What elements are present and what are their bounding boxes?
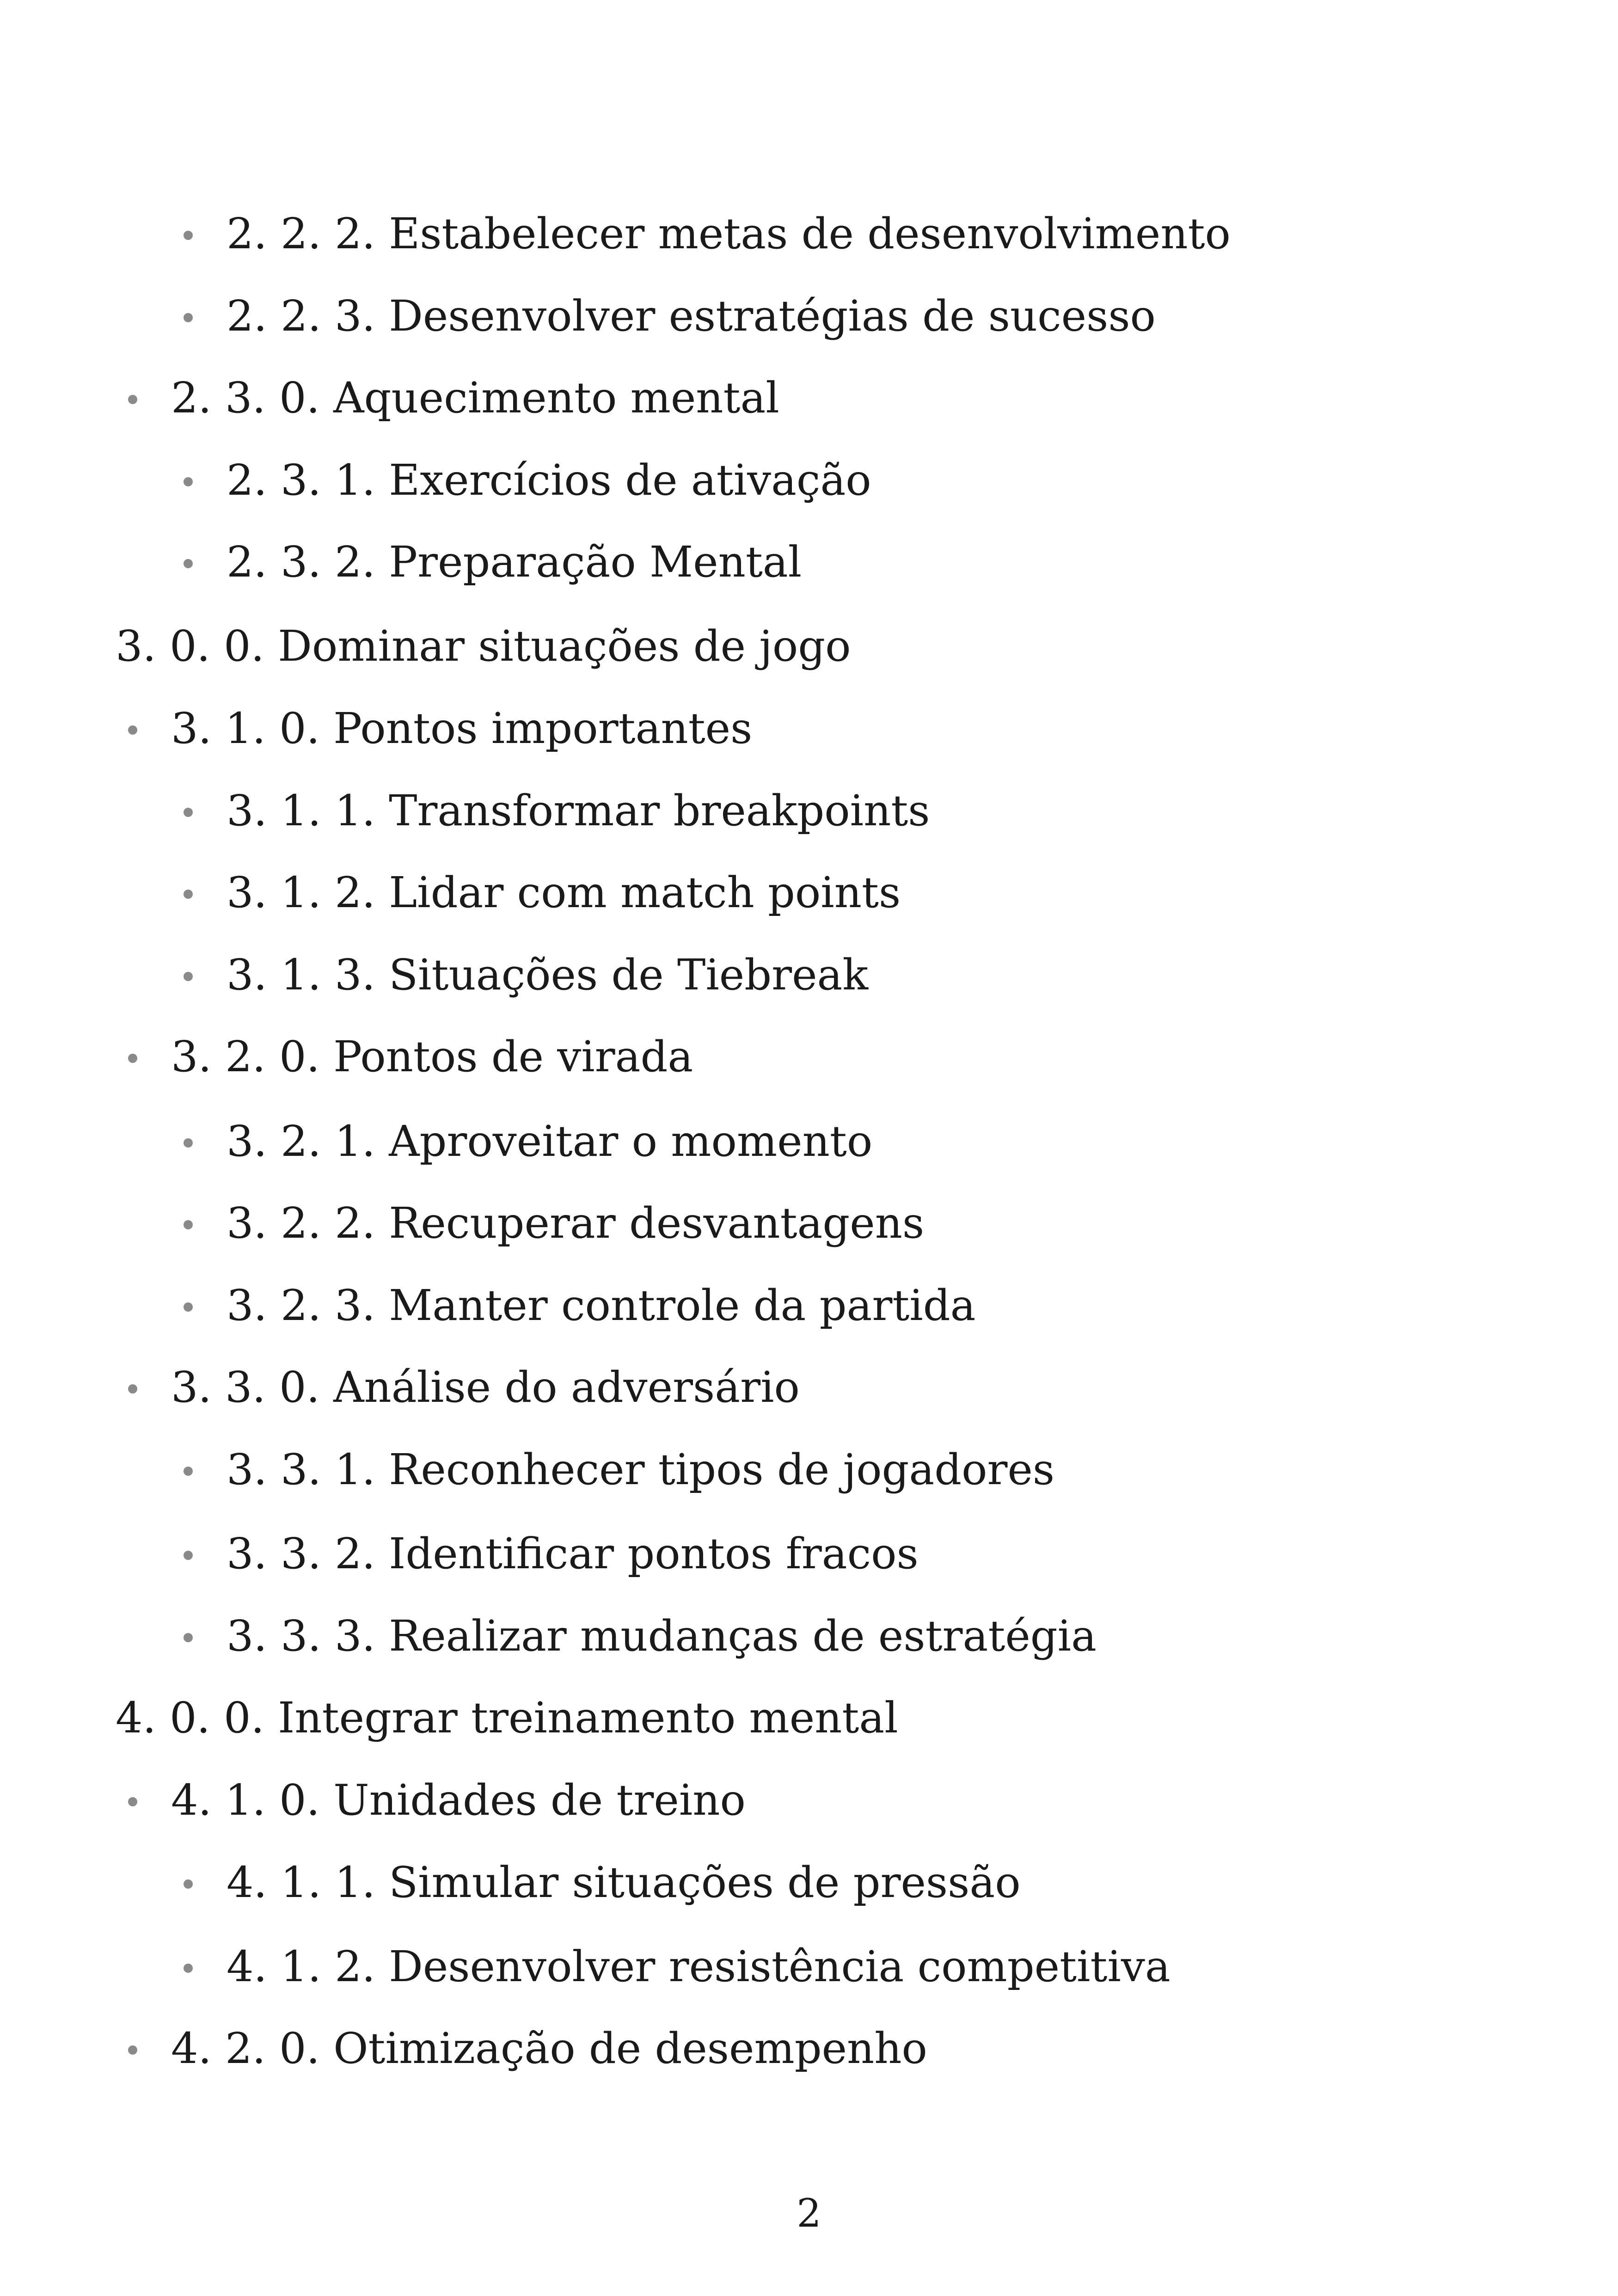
toc-entry: 3. 3. 3. Realizar mudanças de estratégia (227, 1611, 1097, 1661)
toc-entry: 2. 3. 1. Exercícios de ativação (227, 455, 871, 505)
toc-entry: 2. 2. 2. Estabelecer metas de desenvolvimento (227, 209, 1231, 258)
toc-entry: 3. 1. 0. Pontos importantes (171, 704, 753, 753)
toc-entry: 3. 1. 2. Lidar com match points (227, 868, 901, 917)
toc-entry: 2. 3. 0. Aquecimento mental (171, 373, 779, 423)
toc-entry: 3. 2. 1. Aproveitar o momento (227, 1117, 873, 1166)
toc-entry: 3. 3. 1. Reconhecer tipos de jogadores (227, 1445, 1055, 1494)
page-number: 2 (797, 2191, 821, 2236)
bullet-icon (184, 1964, 193, 1973)
toc-entry: 2. 3. 2. Preparação Mental (227, 537, 802, 587)
bullet-icon (128, 1054, 137, 1063)
bullet-icon (184, 972, 193, 981)
bullet-icon (184, 1302, 193, 1312)
bullet-icon (184, 808, 193, 817)
toc-entry: 4. 1. 2. Desenvolver resistência competitiva (227, 1942, 1171, 1991)
bullet-icon (128, 395, 137, 404)
bullet-icon (128, 1384, 137, 1394)
bullet-icon (184, 1551, 193, 1560)
bullet-icon (184, 890, 193, 899)
bullet-icon (184, 313, 193, 322)
toc-entry: 3. 2. 2. Recuperar desvantagens (227, 1198, 925, 1248)
bullet-icon (128, 1797, 137, 1806)
bullet-icon (128, 725, 137, 735)
bullet-icon (184, 477, 193, 486)
toc-entry: 3. 0. 0. Dominar situações de jogo (116, 621, 851, 671)
bullet-icon (184, 1633, 193, 1642)
toc-entry: 2. 2. 3. Desenvolver estratégias de sucesso (227, 291, 1156, 341)
toc-entry: 3. 2. 3. Manter controle da partida (227, 1281, 976, 1330)
toc-entry: 3. 1. 3. Situações de Tiebreak (227, 950, 869, 1000)
toc-entry: 4. 1. 0. Unidades de treino (171, 1775, 746, 1825)
toc-entry: 4. 0. 0. Integrar treinamento mental (116, 1693, 898, 1743)
toc-entry: 4. 2. 0. Otimização de desempenho (171, 2024, 927, 2073)
toc-entry: 4. 1. 1. Simular situações de pressão (227, 1858, 1021, 1907)
toc-entry: 3. 2. 0. Pontos de virada (171, 1032, 693, 1081)
bullet-icon (184, 1879, 193, 1889)
bullet-icon (184, 559, 193, 568)
toc-entry: 3. 3. 0. Análise do adversário (171, 1363, 800, 1412)
bullet-icon (184, 1220, 193, 1229)
toc-entry: 3. 3. 2. Identificar pontos fracos (227, 1529, 919, 1578)
bullet-icon (184, 1467, 193, 1476)
bullet-icon (128, 2045, 137, 2055)
toc-entry: 3. 1. 1. Transformar breakpoints (227, 786, 930, 835)
bullet-icon (184, 231, 193, 240)
bullet-icon (184, 1138, 193, 1148)
